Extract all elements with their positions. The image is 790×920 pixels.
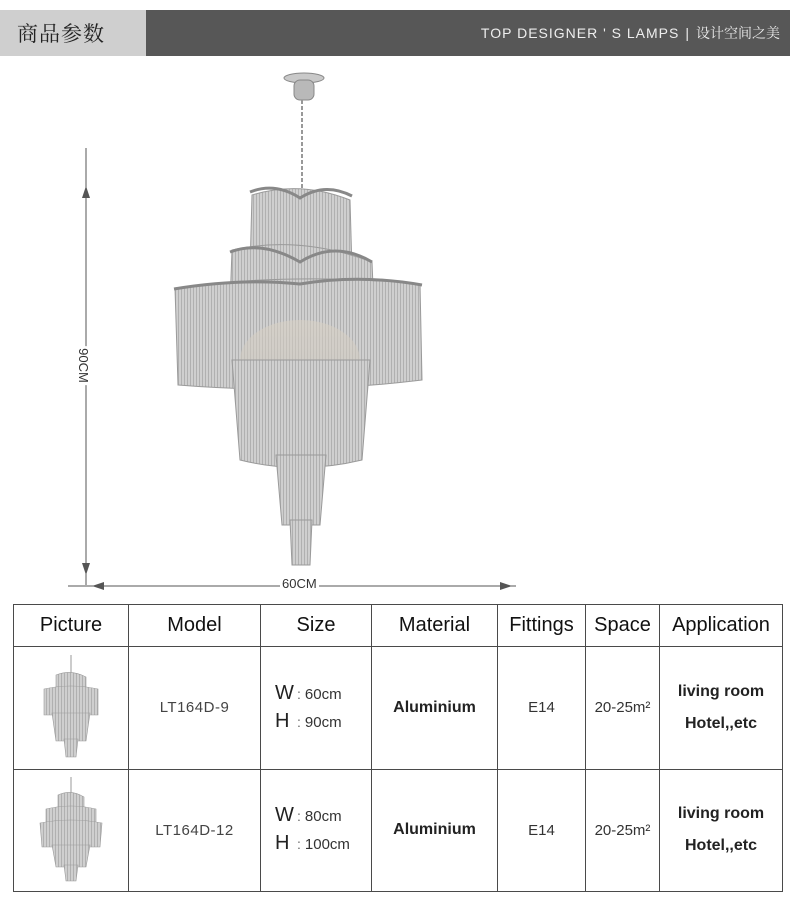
space-value: 20-25m² <box>594 699 651 717</box>
column-header-model: Model <box>129 605 261 647</box>
column-header-fittings: Fittings <box>498 605 586 647</box>
size-height-line: H : 90cm <box>275 708 371 736</box>
application-cell <box>660 647 783 769</box>
column-header-picture: Picture <box>14 605 129 647</box>
fittings-cell <box>498 769 586 891</box>
chandelier-image <box>174 73 422 565</box>
height-key: H <box>275 832 290 855</box>
model-cell <box>129 769 261 891</box>
material-value: Aluminium <box>393 821 476 839</box>
height-value: 100cm <box>304 836 350 854</box>
fittings-value: E14 <box>528 821 555 839</box>
application-line-1: living room <box>677 682 765 700</box>
table-row <box>14 647 783 769</box>
table-header-row <box>14 605 783 647</box>
material-cell <box>372 647 498 769</box>
application-line-1: living room <box>677 805 765 823</box>
fittings-cell <box>498 647 586 769</box>
size-width-line: W : 80cm <box>275 802 371 830</box>
picture-cell <box>14 769 129 891</box>
size-height-line: H : 100cm <box>275 830 371 858</box>
width-value: 80cm <box>304 808 342 826</box>
size-cell <box>261 769 372 891</box>
application-line-2: Hotel,,etc <box>684 714 757 732</box>
model-cell <box>129 647 261 769</box>
product-thumbnail <box>36 653 106 763</box>
column-header-size: Size <box>261 605 372 647</box>
space-cell <box>586 769 660 891</box>
size-width-line: W : 60cm <box>275 680 371 708</box>
spec-table <box>13 604 783 892</box>
application-cell <box>660 769 783 891</box>
width-key: W <box>275 804 294 827</box>
table-row <box>14 769 783 891</box>
fittings-value: E14 <box>528 699 555 717</box>
width-dimension-label: 60CM <box>282 576 317 591</box>
tagline-english: TOP DESIGNER ' S LAMPS <box>480 25 680 41</box>
product-thumbnail <box>36 775 106 885</box>
height-key: H <box>275 709 290 732</box>
section-title: 商品参数 <box>0 10 146 56</box>
tagline-separator: | <box>685 25 690 41</box>
tagline-chinese: 设计空间之美 <box>696 26 780 42</box>
space-cell <box>586 647 660 769</box>
column-header-material: Material <box>372 605 498 647</box>
height-value: 90cm <box>304 713 342 731</box>
model-value: LT164D-9 <box>159 699 230 717</box>
height-dimension-label: 90CM <box>75 348 91 383</box>
width-key: W <box>275 681 294 704</box>
model-value: LT164D-12 <box>155 821 234 839</box>
header-bar <box>0 10 790 56</box>
picture-cell <box>14 647 129 769</box>
size-cell <box>261 647 372 769</box>
column-header-application: Application <box>660 605 783 647</box>
column-header-space: Space <box>586 605 660 647</box>
material-cell <box>372 769 498 891</box>
space-value: 20-25m² <box>594 821 651 839</box>
material-value: Aluminium <box>393 698 476 716</box>
tagline <box>481 10 780 56</box>
application-line-2: Hotel,,etc <box>684 837 757 855</box>
width-value: 60cm <box>304 685 342 703</box>
product-figure <box>0 56 790 596</box>
